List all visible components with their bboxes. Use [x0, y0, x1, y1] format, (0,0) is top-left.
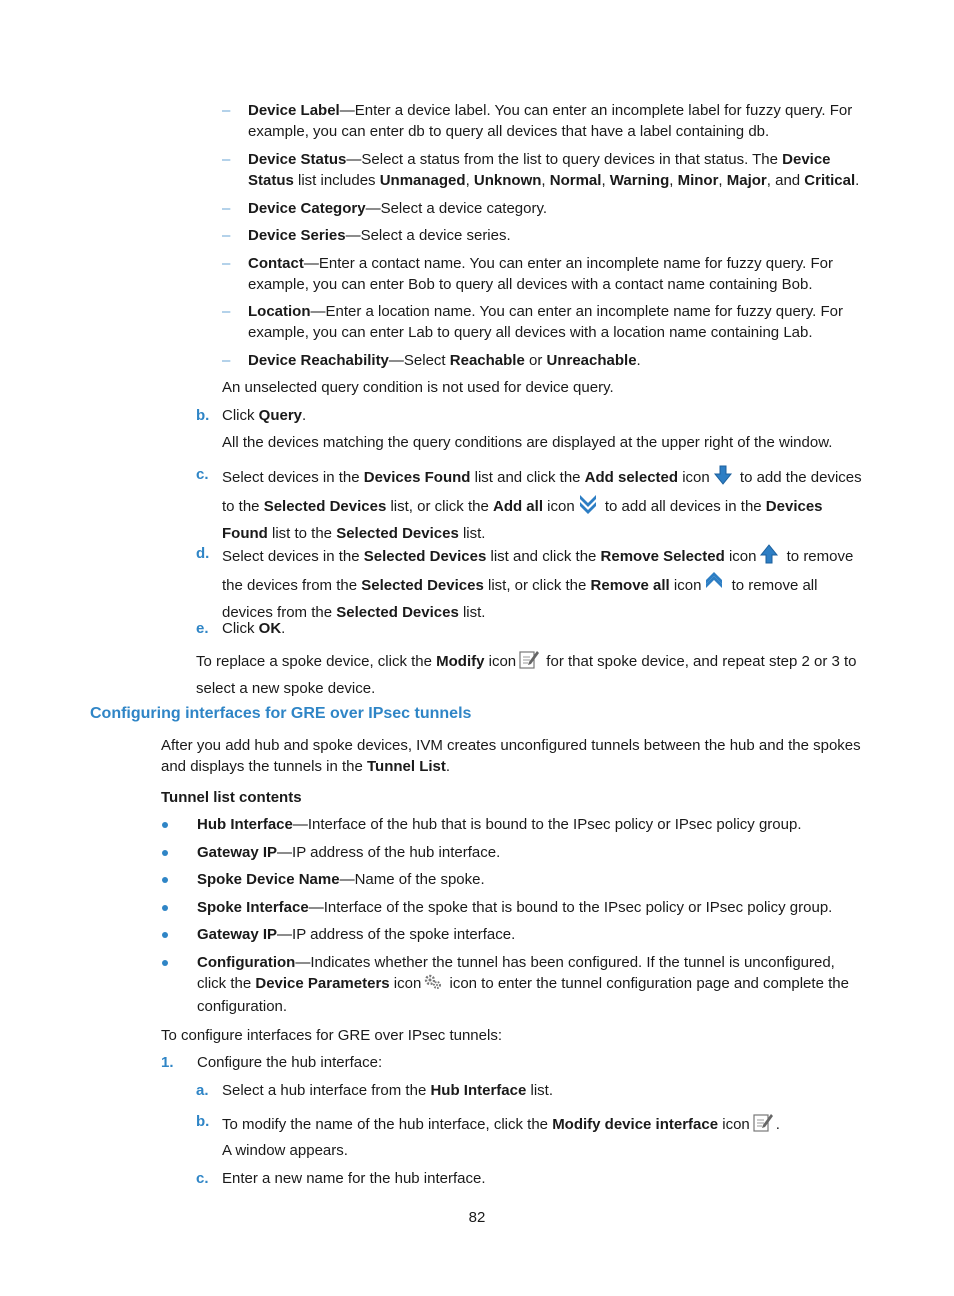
bullet-dot: [162, 960, 168, 966]
modify-icon[interactable]: [518, 648, 540, 677]
replace-note: To replace a spoke device, click the Modify icon for that spoke device, and repeat step 2 or 3 to select a new spoke device.: [196, 648, 868, 700]
bullet-dot: [162, 822, 168, 828]
dash-marker: –: [222, 303, 231, 320]
dash-marker: –: [222, 227, 231, 244]
bullet-dot: [162, 905, 168, 911]
arrow-up-icon[interactable]: [758, 543, 780, 572]
section-heading: Configuring interfaces for GRE over IPsec tunnels: [90, 705, 472, 722]
dash-marker: –: [222, 352, 231, 369]
gear-icon[interactable]: [423, 974, 443, 996]
bullet-dot: [162, 932, 168, 938]
step-b-note: All the devices matching the query conditions are displayed at the upper right of the window.: [222, 434, 833, 451]
dash-marker: –: [222, 200, 231, 217]
dash-marker: –: [222, 255, 231, 272]
sub-step-b-note: A window appears.: [222, 1142, 348, 1159]
double-arrow-up-icon[interactable]: [703, 572, 725, 601]
dash-marker: –: [222, 102, 231, 119]
modify-device-interface-icon[interactable]: [752, 1111, 774, 1140]
arrow-down-icon[interactable]: [712, 464, 734, 493]
bullet-dot: [162, 877, 168, 883]
bullet-dot: [162, 850, 168, 856]
unselected-note: An unselected query condition is not used for device query.: [222, 379, 614, 396]
double-arrow-down-icon[interactable]: [577, 493, 599, 522]
intro-paragraph: After you add hub and spoke devices, IVM creates unconfigured tunnels between the hub and the spokes and displays the tunnels in the Tunnel List.: [161, 737, 861, 775]
page-number: 82: [468, 1209, 486, 1226]
procedure-intro: To configure interfaces for GRE over IPsec tunnels:: [161, 1027, 502, 1044]
dash-marker: –: [222, 151, 231, 168]
tunnel-list-heading: Tunnel list contents: [161, 789, 302, 806]
